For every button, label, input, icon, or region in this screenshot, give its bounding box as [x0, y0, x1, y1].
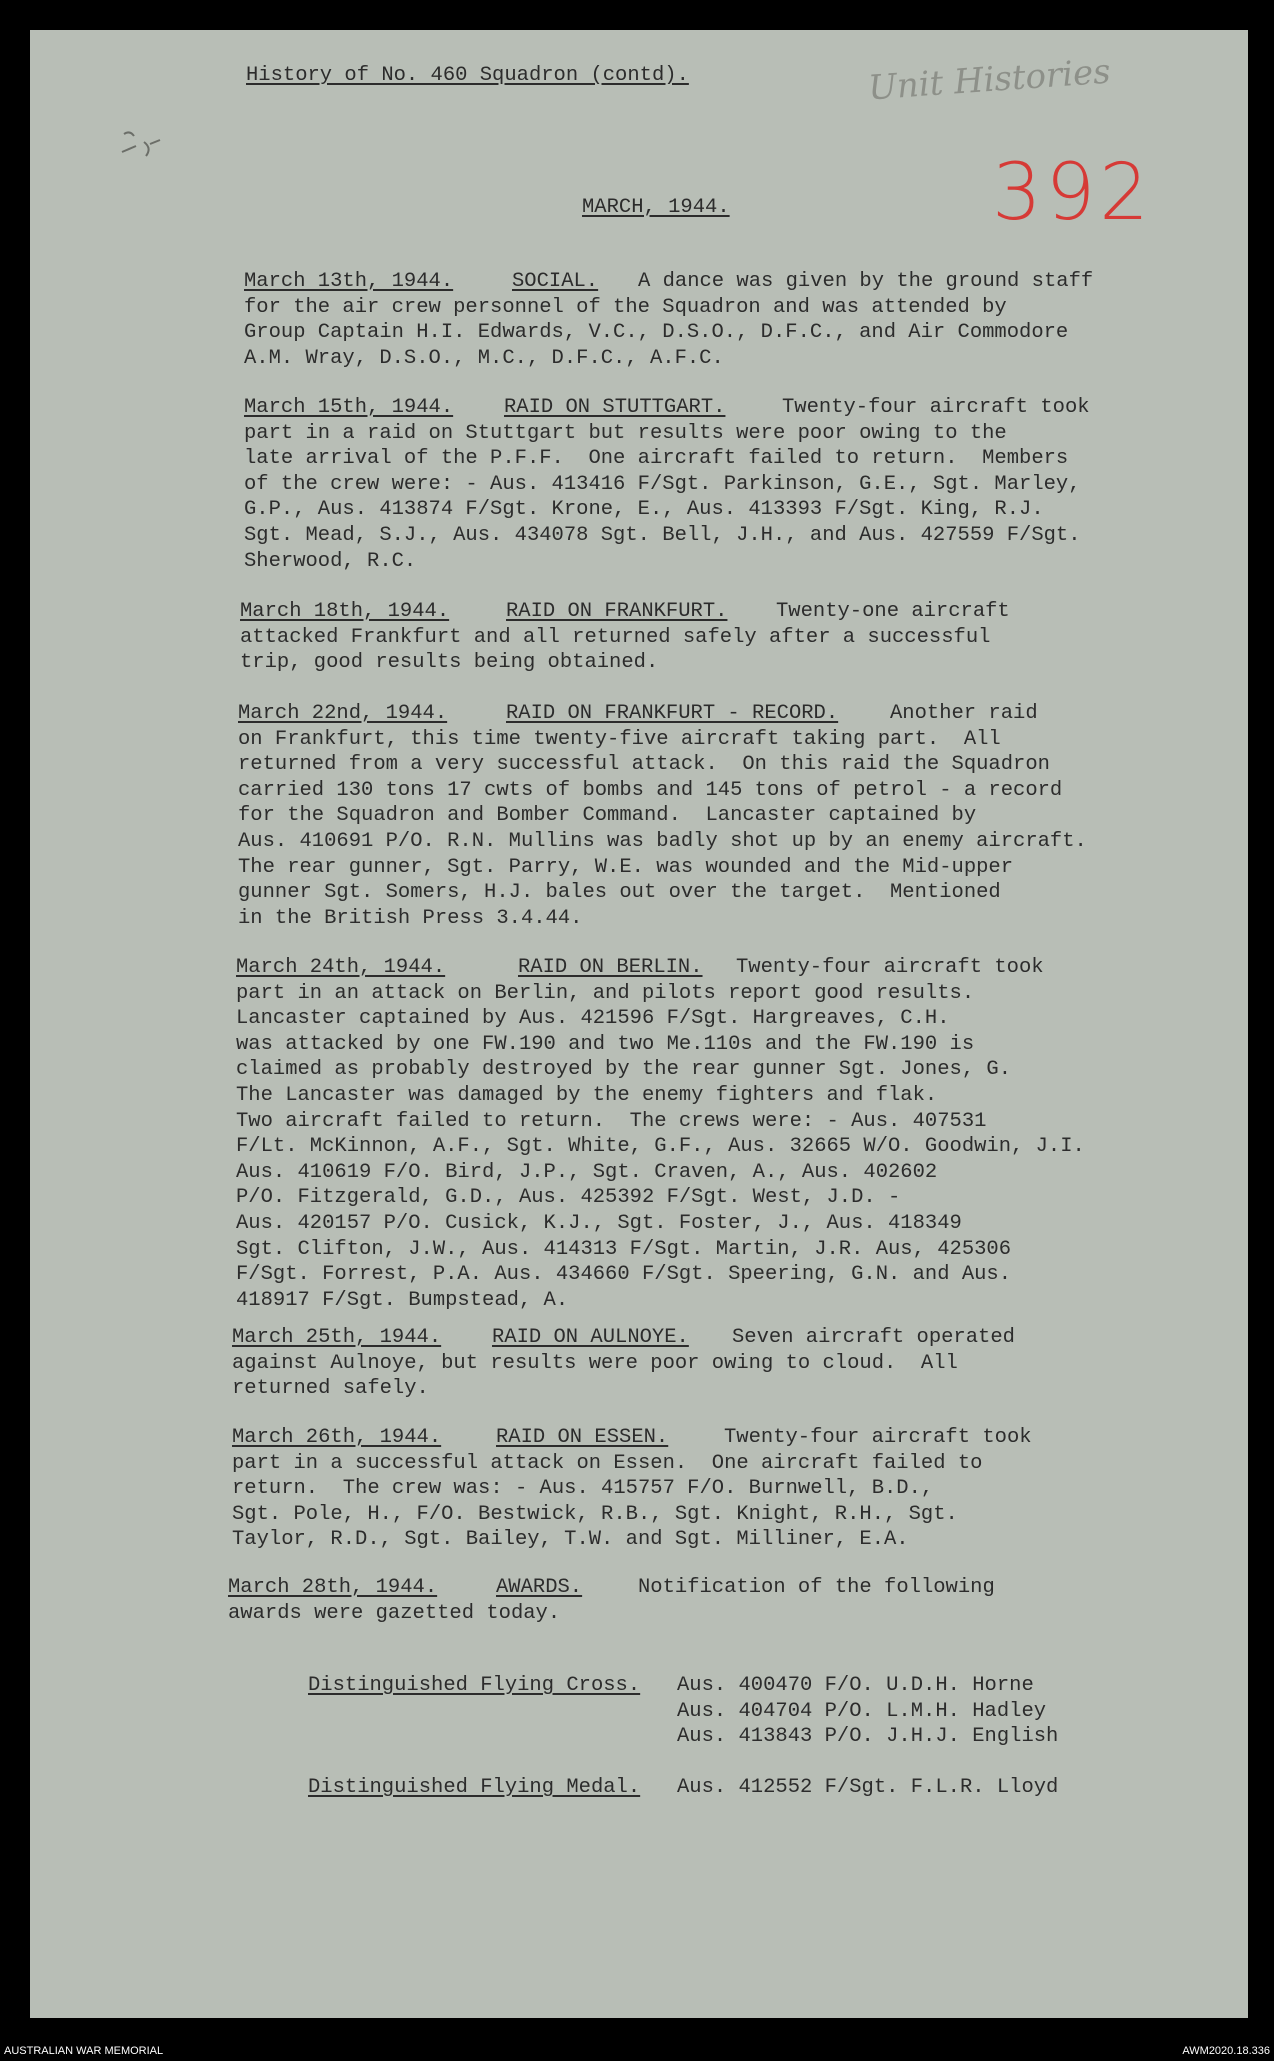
entry-date: March 18th, 1944.: [240, 600, 450, 623]
footer-credit: AUSTRALIAN WAR MEMORIAL: [4, 2045, 164, 2057]
entry-body-line: Aus. 420157 P/O. Cusick, K.J., Sgt. Foster, J., Aus. 418349: [236, 1212, 962, 1235]
entry-body-line: Lancaster captained by Aus. 421596 F/Sgt. Hargreaves, C.H.: [236, 1007, 950, 1031]
entry-title: RAID ON FRANKFURT.: [506, 600, 728, 623]
entry-lead: A dance was given by the ground staff: [638, 270, 1094, 293]
entry-title: RAID ON STUTTGART.: [504, 396, 726, 419]
entry-body-line: returned from a very successful attack. On this raid the Squadron: [238, 753, 1050, 777]
pencil-mark-icon: [114, 122, 178, 170]
entry-body-line: Aus. 410691 P/O. R.N. Mullins was badly shot up by an enemy aircraft.: [238, 830, 1087, 853]
entry-lead: Seven aircraft operated: [732, 1326, 1015, 1349]
entry-body-line: The Lancaster was damaged by the enemy fighters and flak.: [236, 1084, 938, 1107]
award-recipient: Aus. 413843 P/O. J.H.J. English: [677, 1725, 1059, 1749]
entry-body-line: claimed as probably destroyed by the rear gunner Sgt. Jones, G.: [236, 1058, 1012, 1082]
entry-body-line: A.M. Wray, D.S.O., M.C., D.F.C., A.F.C.: [244, 346, 724, 370]
entry-title: RAID ON AULNOYE.: [492, 1326, 689, 1349]
entry-body-line: awards were gazetted today.: [228, 1601, 561, 1625]
entry-title: RAID ON ESSEN.: [496, 1426, 669, 1449]
entry-body-line: Sgt. Pole, H., F/O. Bestwick, R.B., Sgt. Knight, R.H., Sgt.: [232, 1502, 958, 1526]
entry-title: SOCIAL.: [512, 270, 599, 293]
entry-body-line: returned safely.: [232, 1377, 429, 1401]
entry-body-line: Sgt. Clifton, J.W., Aus. 414313 F/Sgt. Martin, J.R. Aus, 425306: [236, 1237, 1012, 1261]
entry-lead: Twenty-one aircraft: [776, 600, 1010, 623]
entry-body-line: was attacked by one FW.190 and two Me.110s and the FW.190 is: [236, 1032, 975, 1056]
entry-body-line: part in an attack on Berlin, and pilots report good results.: [236, 981, 975, 1005]
footer-reference: AWM2020.18.336: [1182, 2045, 1270, 2057]
entry-lead: Another raid: [890, 702, 1038, 725]
entry-body-line: The rear gunner, Sgt. Parry, W.E. was wounded and the Mid-upper: [238, 855, 1014, 879]
entry-body-line: G.P., Aus. 413874 F/Sgt. Krone, E., Aus. 413393 F/Sgt. King, R.J.: [244, 498, 1044, 522]
document-sheet: [30, 30, 1248, 2018]
page-number-stamp: 392: [992, 148, 1153, 238]
entry-date: March 13th, 1944.: [244, 270, 454, 293]
entry-body-line: gunner Sgt. Somers, H.J. bales out over the target. Mentioned: [238, 881, 1001, 905]
entry-body-line: Sherwood, R.C.: [244, 549, 417, 573]
award-recipient: Aus. 412552 F/Sgt. F.L.R. Lloyd: [677, 1776, 1059, 1799]
entry-body-line: F/Lt. McKinnon, A.F., Sgt. White, G.F., Aus. 32665 W/O. Goodwin, J.I.: [236, 1135, 1085, 1159]
entry-lead: Notification of the following: [638, 1576, 995, 1599]
award-recipient: Aus. 404704 P/O. L.M.H. Hadley: [677, 1699, 1047, 1723]
entry-body-line: attacked Frankfurt and all returned safely after a successful: [240, 625, 991, 649]
entry-body-line: for the Squadron and Bomber Command. Lancaster captained by: [238, 804, 977, 828]
entry-date: March 24th, 1944.: [236, 956, 446, 979]
entry-body-line: 418917 F/Sgt. Bumpstead, A.: [236, 1288, 569, 1312]
entry-body-line: trip, good results being obtained.: [240, 651, 659, 675]
entry-body-line: of the crew were: - Aus. 413416 F/Sgt. Parkinson, G.E., Sgt. Marley,: [244, 472, 1081, 496]
entry-body-line: on Frankfurt, this time twenty-five aircraft taking part. All: [238, 727, 1001, 751]
document-header: History of No. 460 Squadron (contd).: [246, 64, 689, 87]
entry-date: March 25th, 1944.: [232, 1326, 442, 1349]
entry-body-line: Taylor, R.D., Sgt. Bailey, T.W. and Sgt. Milliner, E.A.: [232, 1528, 909, 1552]
entry-body-line: Group Captain H.I. Edwards, V.C., D.S.O., D.F.C., and Air Commodore: [244, 321, 1069, 345]
award-name: Distinguished Flying Medal.: [308, 1776, 641, 1799]
entry-body-line: return. The crew was: - Aus. 415757 F/O. Burnwell, B.D.,: [232, 1477, 934, 1501]
entry-body-line: against Aulnoye, but results were poor owing to cloud. All: [232, 1351, 958, 1375]
entry-lead: Twenty-four aircraft took: [782, 396, 1090, 419]
award-recipient: Aus. 400470 F/O. U.D.H. Horne: [677, 1674, 1034, 1697]
entry-date: March 28th, 1944.: [228, 1576, 438, 1599]
entry-body-line: F/Sgt. Forrest, P.A. Aus. 434660 F/Sgt. Speering, G.N. and Aus.: [236, 1263, 1012, 1287]
entry-body-line: P/O. Fitzgerald, G.D., Aus. 425392 F/Sgt. West, J.D. -: [236, 1186, 901, 1210]
entry-body-line: for the air crew personnel of the Squadron and was attended by: [244, 295, 1007, 319]
entry-body-line: carried 130 tons 17 cwts of bombs and 145 tons of petrol - a record: [238, 778, 1063, 802]
award-name: Distinguished Flying Cross.: [308, 1674, 641, 1697]
entry-body-line: part in a successful attack on Essen. One aircraft failed to: [232, 1451, 983, 1475]
entry-title: RAID ON BERLIN.: [518, 956, 703, 979]
month-heading: MARCH, 1944.: [582, 196, 730, 219]
entry-date: March 22nd, 1944.: [238, 702, 448, 725]
entry-body-line: late arrival of the P.F.F. One aircraft failed to return. Members: [244, 447, 1069, 471]
entry-title: AWARDS.: [496, 1576, 583, 1599]
entry-date: March 15th, 1944.: [244, 396, 454, 419]
entry-body-line: Two aircraft failed to return. The crews were: - Aus. 407531: [236, 1109, 987, 1133]
footer-bar: [0, 2044, 1274, 2061]
entry-date: March 26th, 1944.: [232, 1426, 442, 1449]
entry-body-line: in the British Press 3.4.44.: [238, 906, 583, 930]
handwritten-note: Unit Histories: [866, 51, 1112, 109]
entry-title: RAID ON FRANKFURT - RECORD.: [506, 702, 839, 725]
entry-lead: Twenty-four aircraft took: [736, 956, 1044, 979]
entry-body-line: part in a raid on Stuttgart but results were poor owing to the: [244, 421, 1007, 445]
entry-lead: Twenty-four aircraft took: [724, 1426, 1032, 1449]
entry-body-line: Aus. 410619 F/O. Bird, J.P., Sgt. Craven, A., Aus. 402602: [236, 1160, 938, 1184]
entry-body-line: Sgt. Mead, S.J., Aus. 434078 Sgt. Bell, J.H., and Aus. 427559 F/Sgt.: [244, 524, 1081, 547]
